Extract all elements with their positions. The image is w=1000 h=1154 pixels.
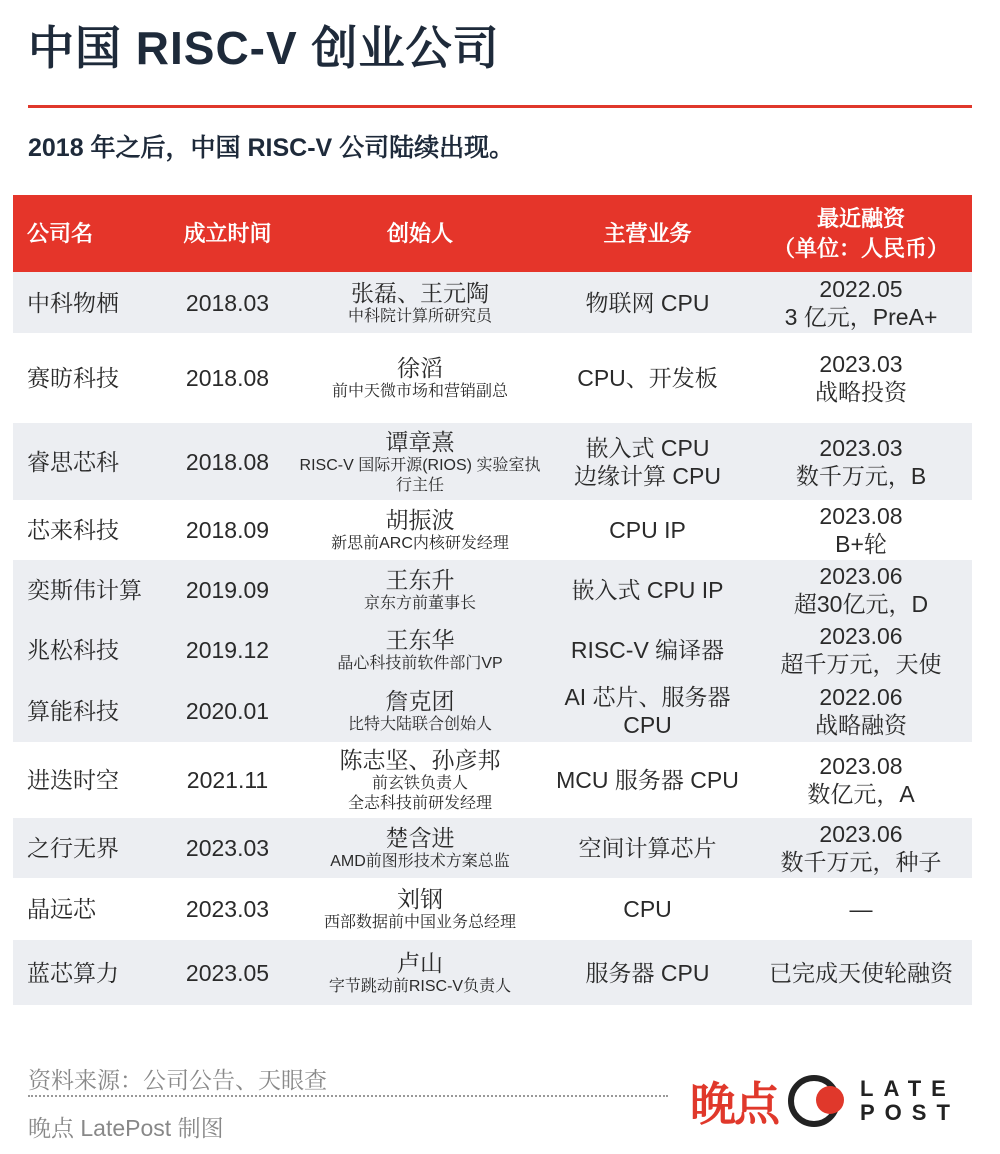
funding-cell xyxy=(750,423,972,500)
logo-circle-icon xyxy=(788,1075,840,1127)
business-cell xyxy=(545,272,750,333)
founded-date: 2019.12 xyxy=(160,620,295,680)
source-note: 资料来源：公司公告、天眼查 xyxy=(28,1067,327,1093)
founder-cell xyxy=(295,423,545,500)
founder-name: 谭章熹 xyxy=(385,428,455,455)
founder-cell xyxy=(295,620,545,680)
founder-cell xyxy=(295,940,545,1005)
founded-date: 2023.03 xyxy=(160,818,295,878)
funding-detail: 超千万元，天使 xyxy=(780,651,942,677)
company-name: 赛昉科技 xyxy=(13,333,160,423)
logo-en-2: POST xyxy=(860,1100,960,1125)
funding-cell xyxy=(750,878,972,940)
founder-name: 胡振波 xyxy=(385,507,455,533)
header-company: 公司名 xyxy=(13,195,160,272)
table-row xyxy=(13,940,972,1005)
company-name: 芯来科技 xyxy=(13,500,160,560)
business-line-2: CPU xyxy=(623,712,672,738)
business-line: 嵌入式 CPU IP xyxy=(571,577,724,603)
funding-cell xyxy=(750,742,972,818)
table-row xyxy=(13,272,972,333)
business-line: MCU 服务器 CPU xyxy=(556,767,739,793)
funding-cell xyxy=(750,500,972,560)
funding-date: 2023.03 xyxy=(819,351,903,377)
business-line: CPU、开发板 xyxy=(577,365,718,391)
founded-date: 2021.11 xyxy=(160,742,295,818)
table-row xyxy=(13,333,972,423)
funding-cell xyxy=(750,620,972,680)
header-funding-label: 最近融资 xyxy=(816,205,905,231)
business-cell xyxy=(545,680,750,742)
business-line: 空间计算芯片 xyxy=(578,835,717,861)
title-divider xyxy=(28,105,972,108)
funding-detail: 3 亿元，PreA+ xyxy=(784,303,938,330)
business-line: RISC-V 编译器 xyxy=(570,637,725,663)
funding-detail: 战略融资 xyxy=(815,712,907,738)
founder-note: 京东方前董事长 xyxy=(363,595,476,612)
founder-cell xyxy=(295,742,545,818)
funding-detail: 超30亿元，D xyxy=(793,591,929,617)
founder-note: 新思前ARC内核研发经理 xyxy=(331,535,509,552)
table-row xyxy=(13,818,972,878)
business-line: AI 芯片、服务器 xyxy=(564,684,731,710)
business-line: 物联网 CPU xyxy=(585,289,710,316)
company-name: 奕斯伟计算 xyxy=(13,560,160,620)
company-name: 睿思芯科 xyxy=(13,423,160,500)
founder-cell xyxy=(295,878,545,940)
header-funding xyxy=(750,195,972,272)
founded-date: 2020.01 xyxy=(160,680,295,742)
funding-detail: 数千万元，B xyxy=(795,462,927,489)
founder-cell xyxy=(295,680,545,742)
business-line: CPU IP xyxy=(609,517,686,543)
table-row xyxy=(13,680,972,742)
funding-detail: 数亿元，A xyxy=(807,781,915,807)
business-cell xyxy=(545,940,750,1005)
funding-detail: B+轮 xyxy=(835,531,887,557)
founded-date: 2018.08 xyxy=(160,423,295,500)
table-row xyxy=(13,620,972,680)
founder-cell xyxy=(295,500,545,560)
company-name: 中科物栖 xyxy=(13,272,160,333)
founder-note: 前玄铁负责人 xyxy=(371,775,468,792)
funding-date: 2023.06 xyxy=(819,563,903,589)
founder-note: RISC-V 国际开源(RIOS) 实验室执行主任 xyxy=(299,456,541,494)
funding-cell xyxy=(750,940,972,1005)
header-founder: 创始人 xyxy=(295,195,545,272)
founder-name: 徐滔 xyxy=(397,355,443,381)
funding-cell xyxy=(750,560,972,620)
business-line: 服务器 CPU xyxy=(585,959,710,986)
funding-date: 2023.06 xyxy=(819,821,903,847)
credit-note: 晚点 LatePost 制图 xyxy=(28,1115,224,1141)
table-row xyxy=(13,423,972,500)
founder-name: 詹克团 xyxy=(385,688,455,714)
header-funding-unit: （单位：人民币） xyxy=(772,235,949,261)
table-row xyxy=(13,878,972,940)
company-name: 晶远芯 xyxy=(13,878,160,940)
table-row xyxy=(13,742,972,818)
business-cell xyxy=(545,742,750,818)
business-cell xyxy=(545,423,750,500)
founder-name: 楚含进 xyxy=(385,825,455,851)
business-line-2: 边缘计算 CPU xyxy=(574,462,721,489)
company-name: 之行无界 xyxy=(13,818,160,878)
founder-note: 字节跳动前RISC-V负责人 xyxy=(328,977,512,995)
funding-date: 2023.08 xyxy=(819,503,903,529)
founder-cell xyxy=(295,818,545,878)
funding-date: — xyxy=(849,896,873,922)
funding-date: 2022.06 xyxy=(819,684,903,710)
founded-date: 2018.09 xyxy=(160,500,295,560)
business-cell xyxy=(545,333,750,423)
business-line: CPU xyxy=(623,896,672,922)
funding-date: 已完成天使轮融资 xyxy=(769,959,953,986)
funding-cell xyxy=(750,333,972,423)
dotted-divider xyxy=(28,1095,668,1097)
header-founded: 成立时间 xyxy=(160,195,295,272)
founded-date: 2019.09 xyxy=(160,560,295,620)
founder-note-2: 全志科技前研发经理 xyxy=(347,795,492,812)
founder-note: 前中天微市场和营销副总 xyxy=(331,383,508,400)
founded-date: 2018.03 xyxy=(160,272,295,333)
funding-detail: 数千万元，种子 xyxy=(780,849,942,875)
table-row xyxy=(13,560,972,620)
table-header xyxy=(13,195,972,272)
founder-note: 晶心科技前软件部门VP xyxy=(337,655,503,672)
company-name: 算能科技 xyxy=(13,680,160,742)
logo-en xyxy=(860,1077,960,1125)
logo-en-1: LATE xyxy=(860,1076,956,1101)
founder-name: 卢山 xyxy=(397,949,443,976)
business-cell xyxy=(545,500,750,560)
funding-cell xyxy=(750,272,972,333)
business-cell xyxy=(545,878,750,940)
company-name: 兆松科技 xyxy=(13,620,160,680)
page-title: 中国 RISC-V 创业公司 xyxy=(28,22,500,74)
founder-note: AMD前图形技术方案总监 xyxy=(330,853,510,870)
company-name: 蓝芯算力 xyxy=(13,940,160,1005)
founder-cell xyxy=(295,560,545,620)
companies-table xyxy=(13,195,972,1005)
founder-name: 刘钢 xyxy=(397,886,443,912)
latepost-logo xyxy=(690,1068,960,1134)
funding-date: 2022.05 xyxy=(819,275,903,302)
funding-date: 2023.06 xyxy=(819,623,903,649)
business-line: 嵌入式 CPU xyxy=(585,434,710,461)
table-row xyxy=(13,500,972,560)
founder-cell xyxy=(295,333,545,423)
founder-name: 王东华 xyxy=(385,627,455,653)
founder-note: 比特大陆联合创始人 xyxy=(347,716,492,733)
funding-date: 2023.08 xyxy=(819,753,903,779)
logo-cn: 晚点 xyxy=(690,1078,778,1130)
funding-detail: 战略投资 xyxy=(815,379,907,405)
founder-name: 王东升 xyxy=(385,567,455,593)
business-cell xyxy=(545,818,750,878)
founder-note: 西部数据前中国业务总经理 xyxy=(323,914,516,931)
founder-cell xyxy=(295,272,545,333)
subtitle: 2018 年之后，中国 RISC-V 公司陆续出现。 xyxy=(28,134,515,162)
founded-date: 2023.05 xyxy=(160,940,295,1005)
funding-cell xyxy=(750,818,972,878)
business-cell xyxy=(545,620,750,680)
founder-name: 陈志坚、孙彦邦 xyxy=(339,747,501,773)
founded-date: 2018.08 xyxy=(160,333,295,423)
header-business: 主营业务 xyxy=(545,195,750,272)
funding-cell xyxy=(750,680,972,742)
founded-date: 2023.03 xyxy=(160,878,295,940)
business-cell xyxy=(545,560,750,620)
funding-date: 2023.03 xyxy=(819,434,903,461)
company-name: 进迭时空 xyxy=(13,742,160,818)
founder-name: 张磊、王元陶 xyxy=(351,279,489,306)
founder-note: 中科院计算所研究员 xyxy=(347,307,492,325)
